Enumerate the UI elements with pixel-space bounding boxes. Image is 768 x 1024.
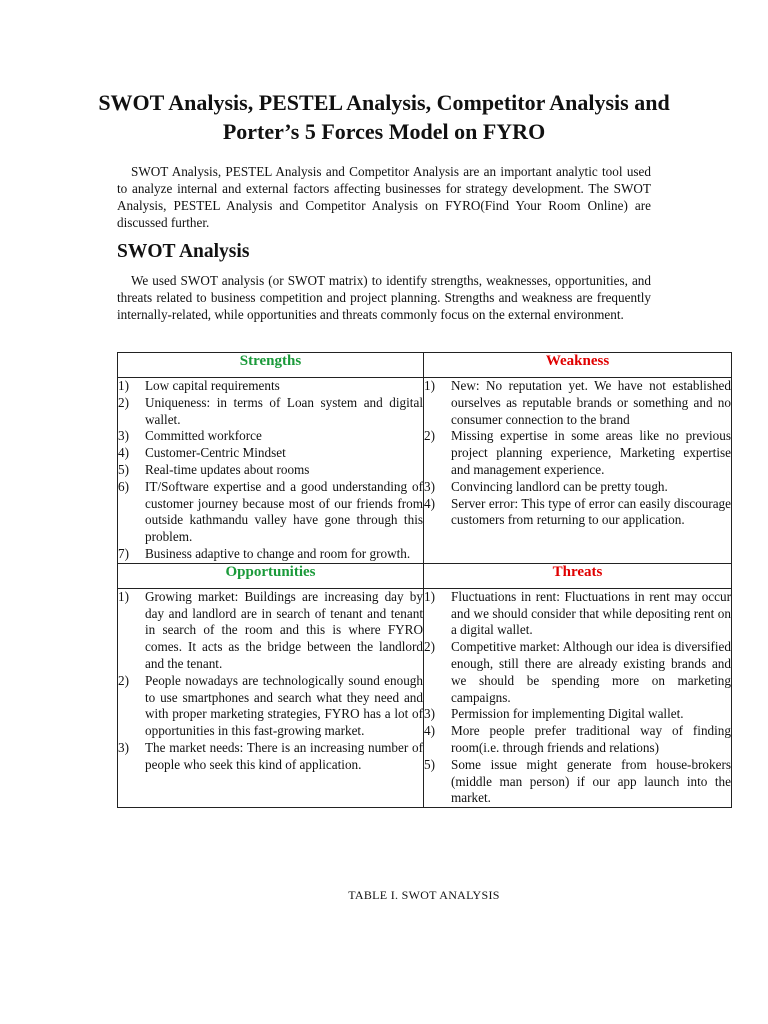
list-item (118, 546, 423, 563)
swot-body-row-bottom (118, 588, 732, 807)
swot-header-row-bottom (118, 563, 732, 588)
strengths-cell (118, 378, 424, 564)
list-item-text: Committed workforce (145, 428, 262, 444)
swot-paragraph (117, 272, 651, 323)
swot-body-row-top (118, 378, 732, 564)
list-item (424, 378, 731, 428)
list-item (424, 496, 731, 530)
list-item-number: 1) (118, 588, 129, 604)
list-item-text: Customer-Centric Mindset (145, 445, 286, 461)
list-item-number: 1) (424, 378, 435, 393)
list-item (118, 462, 423, 479)
list-item-number: 1) (118, 378, 129, 393)
threats-list (424, 589, 731, 807)
list-item (424, 589, 731, 639)
list-item (118, 445, 423, 462)
weakness-list (424, 378, 731, 529)
list-item-text: More people prefer traditional way of finding room(i.e. through friends and relations) (451, 723, 731, 755)
list-item-text: Growing market: Buildings are increasing day by day and landlord are in search of tenant and tenant in search of the room and this is where FYRO comes. It acts as the bridge between the landlord and the tenant. (145, 588, 423, 671)
list-item-number: 5) (424, 756, 435, 772)
list-item-text: Fluctuations in rent: Fluctuations in rent may occur and we should consider that while depositing rent on a digital wallet. (451, 588, 731, 638)
list-item-number: 1) (424, 588, 435, 604)
list-item-number: 2) (424, 639, 435, 655)
list-item-number: 4) (118, 445, 129, 461)
threats-header: Threats (424, 563, 732, 588)
list-item-number: 4) (424, 495, 435, 511)
list-item-text: Business adaptive to change and room for growth. (145, 545, 411, 561)
list-item (118, 673, 423, 740)
list-item-number: 4) (424, 723, 435, 739)
list-item (118, 428, 423, 445)
list-item-number: 5) (118, 461, 129, 477)
intro-paragraph (117, 163, 651, 231)
list-item-text: The market needs: There is an increasing number of people who seek this kind of application. (145, 739, 423, 772)
list-item-text: IT/Software expertise and a good understanding of customer journey because most of our friends from outside kathmandu valley have gone through this problem. (145, 478, 423, 545)
list-item-text: Server error: This type of error can easily discourage customers from returning to our application. (451, 495, 731, 528)
list-item-text: New: No reputation yet. We have not established ourselves as reputable brands or something and no consumer connection to the brand (451, 378, 731, 427)
list-item-number: 3) (118, 428, 129, 444)
list-item (118, 378, 423, 395)
swot-heading: SWOT Analysis (117, 241, 250, 262)
list-item-text: Real-time updates about rooms (145, 461, 310, 477)
strengths-list (118, 378, 423, 563)
list-item-text: People nowadays are technologically sound enough to use smartphones and search what they need and with proper marketing strategies, FYRO has a lot of opportunities in this fast-growing market. (145, 672, 423, 739)
list-item-number: 3) (118, 739, 129, 755)
table-caption: TABLE I. SWOT ANALYSIS (348, 888, 500, 902)
list-item-number: 2) (118, 672, 129, 688)
weakness-header: Weakness (424, 353, 732, 378)
list-item (424, 639, 731, 706)
list-item-text: Missing expertise in some areas like no previous project planning experience, Marketing expertise and management experience. (451, 428, 731, 477)
list-item (424, 428, 731, 478)
list-item-number: 2) (118, 394, 129, 410)
swot-intro-text: We used SWOT analysis (or SWOT matrix) to identify strengths, weaknesses, opportunities, and threats related to business competition and project planning. Strengths and weakness are frequently internally-related, while opportunities and threats commonly focus on the external environment. (117, 273, 651, 322)
list-item-text: Competitive market: Although our idea is diversified enough, still there are already existing brands and we should be spending more on marketing campaigns. (451, 639, 731, 705)
list-item-number: 7) (118, 545, 129, 561)
list-item (424, 479, 731, 496)
list-item (118, 479, 423, 546)
list-item (424, 757, 731, 807)
list-item (118, 395, 423, 429)
list-item-number: 3) (424, 478, 435, 494)
swot-table (117, 352, 732, 808)
list-item-number: 6) (118, 478, 129, 494)
opportunities-header: Opportunities (118, 563, 424, 588)
document-title: SWOT Analysis, PESTEL Analysis, Competitor Analysis and Porter’s 5 Forces Model on FYRO (98, 90, 670, 144)
swot-header-row-top (118, 353, 732, 378)
list-item-number: 2) (424, 428, 435, 444)
list-item (424, 706, 731, 723)
strengths-header: Strengths (118, 353, 424, 378)
list-item (424, 723, 731, 757)
list-item-text: Convincing landlord can be pretty tough. (451, 478, 668, 494)
list-item-text: Permission for implementing Digital wallet. (451, 706, 684, 722)
list-item (118, 740, 423, 774)
list-item (118, 589, 423, 673)
intro-text: SWOT Analysis, PESTEL Analysis and Competitor Analysis are an important analytic tool used to analyze internal and external factors affecting businesses for strategy development. The SWOT Analysis, PESTEL Analysis and Competitor Analysis on FYRO(Find Your Room Online) are discussed further. (117, 164, 651, 230)
opportunities-list (118, 589, 423, 774)
list-item-text: Low capital requirements (145, 378, 280, 393)
opportunities-cell (118, 588, 424, 807)
weakness-cell (424, 378, 732, 564)
list-item-text: Some issue might generate from house-brokers (middle man person) if our app launch into the market. (451, 756, 731, 806)
list-item-number: 3) (424, 706, 435, 722)
list-item-text: Uniqueness: in terms of Loan system and digital wallet. (145, 394, 423, 427)
threats-cell (424, 588, 732, 807)
